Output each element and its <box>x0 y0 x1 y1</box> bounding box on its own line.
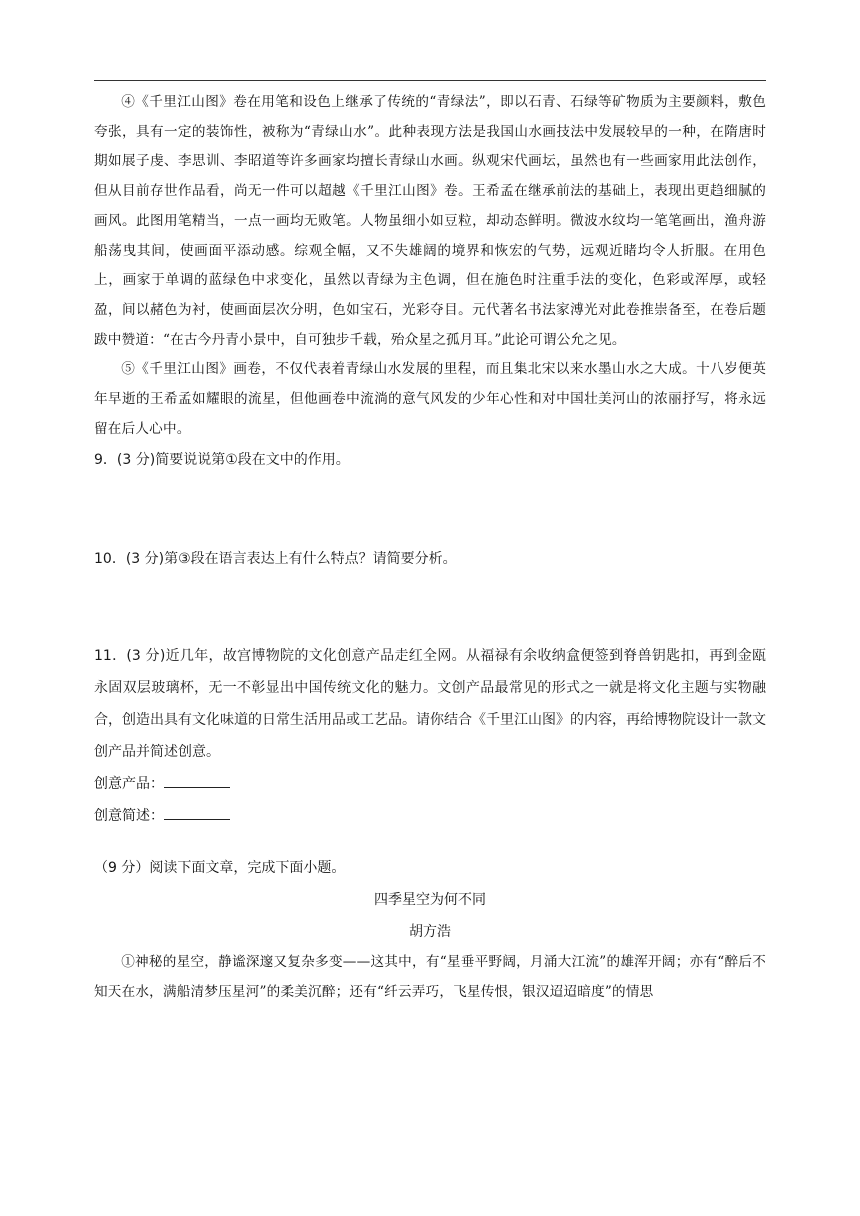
question-9: 9．(3 分)简要说说第①段在文中的作用。 <box>94 452 350 469</box>
answer-desc-blank[interactable] <box>164 805 230 820</box>
answer-product-line <box>94 768 766 800</box>
question-10: 10．(3 分)第③段在语言表达上有什么特点？请简要分析。 <box>94 551 457 568</box>
article-paragraph-1: ①神秘的星空，静谧深邃又复杂多变——这其中，有“星垂平野阔，月涌大江流”的雄浑开阔；亦有“醉后不知天在水，满船清梦压星河”的柔美沉醉；还有“纤云弄巧，飞星传恨，银汉迢迢暗度”的情思 <box>94 954 766 1001</box>
answer-space-10 <box>94 575 766 640</box>
passage-paragraph-5: ⑤《千里江山图》画卷，不仅代表着青绿山水发展的里程，而且集北宋以来水墨山水之大成。十八岁便英年早逝的王希孟如耀眼的流星，但他画卷中流淌的意气风发的少年心性和对中国壮美河山的浓丽抒写，将永远留在后人心中。 <box>94 361 766 437</box>
page-content <box>94 88 766 1008</box>
answer-space-9 <box>94 476 766 543</box>
answer-product-blank[interactable] <box>164 773 230 788</box>
answer-product-label: 创意产品： <box>94 776 164 793</box>
header-rule <box>94 80 766 81</box>
article-author: 胡方浩 <box>409 924 451 941</box>
section-gap <box>94 832 766 852</box>
question-11: 11．(3 分)近几年，故宫博物院的文化创意产品走红全网。从福禄有余收纳盒便签到脊兽钥匙扣，再到金瓯永固双层玻璃杯，无一不彰显出中国传统文化的魅力。文创产品最常见的形式之一就是将文化主题与实物融合，创造出具有文化味道的日常生活用品或工艺品。请你结合《千里江山图》的内容，再给博物院设计一款文创产品并简述创意。 <box>94 648 766 761</box>
answer-desc-line <box>94 800 766 832</box>
answer-desc-label: 创意简述： <box>94 808 164 825</box>
passage-paragraph-4: ④《千里江山图》卷在用笔和设色上继承了传统的“青绿法”，即以石青、石绿等矿物质为主要颜料，敷色夸张，具有一定的装饰性，被称为“青绿山水”。此种表现方法是我国山水画技法中发展较早的一种，在隋唐时期如展子虔、李思训、李昭道等许多画家均擅长青绿山水画。纵观宋代画坛，虽然也有一些画家用此法创作，但从目前存世作品看，尚无一件可以超越《千里江山图》卷。王希孟在继承前法的基础上，表现出更趋细腻的画风。此图用笔精当，一点一画均无败笔。人物虽细小如豆粒，却动态鲜明。微波水纹均一笔笔画出，渔舟游船荡曳其间，使画面平添动感。综观全幅，又不失雄阔的境界和恢宏的气势，远观近睹均令人折服。在用色上，画家于单调的蓝绿色中求变化，虽然以青绿为主色调，但在施色时注重手法的变化，色彩或浑厚，或轻盈，间以赭色为衬，使画面层次分明，色如宝石，光彩夺目。元代著名书法家溥光对此卷推崇备至，在卷后题跋中赞道：“在古今丹青小景中，自可独步千载，殆众星之孤月耳。”此论可谓公允之见。 <box>94 94 766 348</box>
article-title: 四季星空为何不同 <box>374 892 486 909</box>
section-intro: （9 分）阅读下面文章，完成下面小题。 <box>94 860 346 877</box>
